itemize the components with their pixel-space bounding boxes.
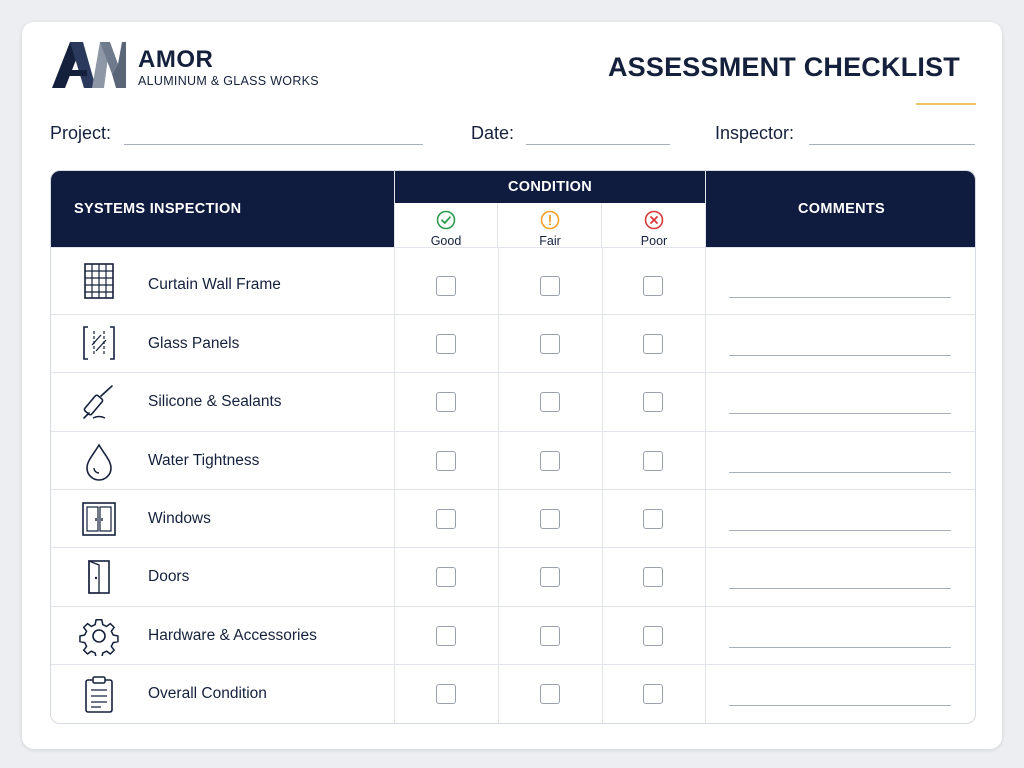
comment-field[interactable] xyxy=(729,355,951,356)
brand-name: AMOR xyxy=(138,46,214,73)
water-drop-icon xyxy=(79,441,119,481)
glass-panel-icon xyxy=(79,323,119,363)
door-icon xyxy=(79,557,119,597)
comments-header-cell xyxy=(706,171,976,247)
row-label: Overall Condition xyxy=(148,685,267,702)
good-checkbox[interactable] xyxy=(436,334,456,354)
comment-field[interactable] xyxy=(729,530,951,531)
good-checkbox[interactable] xyxy=(436,392,456,412)
row-label: Doors xyxy=(148,568,190,585)
date-field[interactable] xyxy=(526,144,670,145)
table-row xyxy=(51,664,976,724)
gear-icon xyxy=(79,616,119,656)
brand-subtitle: ALUMINUM & GLASS WORKS xyxy=(138,74,319,88)
condition-header: CONDITION xyxy=(507,179,593,195)
comment-field[interactable] xyxy=(729,705,951,706)
comment-field[interactable] xyxy=(729,297,951,298)
good-checkbox[interactable] xyxy=(436,626,456,646)
comments-header: COMMENTS xyxy=(798,201,885,217)
fair-checkbox[interactable] xyxy=(540,392,560,412)
fair-checkbox[interactable] xyxy=(540,334,560,354)
systems-header-cell xyxy=(51,171,394,247)
check-circle-icon xyxy=(436,210,456,230)
project-label: Project: xyxy=(50,123,112,143)
good-checkbox[interactable] xyxy=(436,567,456,587)
good-checkbox[interactable] xyxy=(436,684,456,704)
good-checkbox[interactable] xyxy=(436,509,456,529)
poor-checkbox[interactable] xyxy=(643,567,663,587)
condition-fair-label: Fair xyxy=(539,234,561,248)
poor-checkbox[interactable] xyxy=(643,392,663,412)
page-title: ASSESSMENT CHECKLIST xyxy=(607,52,960,82)
poor-checkbox[interactable] xyxy=(643,276,663,296)
fair-checkbox[interactable] xyxy=(540,451,560,471)
condition-poor-label: Poor xyxy=(640,234,668,248)
fair-checkbox[interactable] xyxy=(540,567,560,587)
table-row xyxy=(51,606,976,664)
table-row xyxy=(51,547,976,606)
poor-checkbox[interactable] xyxy=(643,334,663,354)
row-label: Glass Panels xyxy=(148,335,240,352)
inspection-table xyxy=(50,170,976,724)
table-row xyxy=(51,431,976,489)
comment-field[interactable] xyxy=(729,588,951,589)
poor-checkbox[interactable] xyxy=(643,684,663,704)
row-label: Windows xyxy=(148,510,211,527)
fair-checkbox[interactable] xyxy=(540,626,560,646)
inspector-label: Inspector: xyxy=(715,123,795,143)
exclamation-circle-icon xyxy=(540,210,560,230)
row-label: Water Tightness xyxy=(148,452,260,469)
poor-checkbox[interactable] xyxy=(643,509,663,529)
comment-field[interactable] xyxy=(729,413,951,414)
row-label: Silicone & Sealants xyxy=(148,393,282,410)
condition-good-label: Good xyxy=(430,234,462,248)
table-row xyxy=(51,247,976,314)
poor-checkbox[interactable] xyxy=(643,451,663,471)
table-row xyxy=(51,372,976,431)
comment-field[interactable] xyxy=(729,472,951,473)
sealant-gun-icon xyxy=(79,382,119,422)
condition-good-header xyxy=(395,203,498,247)
window-icon xyxy=(79,499,119,539)
good-checkbox[interactable] xyxy=(436,276,456,296)
systems-header: SYSTEMS INSPECTION xyxy=(74,201,242,217)
row-label: Hardware & Accessories xyxy=(148,627,317,644)
good-checkbox[interactable] xyxy=(436,451,456,471)
table-row xyxy=(51,489,976,547)
building-icon xyxy=(79,260,119,300)
fair-checkbox[interactable] xyxy=(540,276,560,296)
fair-checkbox[interactable] xyxy=(540,684,560,704)
x-circle-icon xyxy=(644,210,664,230)
comment-field[interactable] xyxy=(729,647,951,648)
inspector-field[interactable] xyxy=(809,144,975,145)
condition-poor-header xyxy=(603,203,705,247)
title-accent-rule xyxy=(916,103,976,105)
poor-checkbox[interactable] xyxy=(643,626,663,646)
project-field[interactable] xyxy=(124,144,423,145)
table-row xyxy=(51,314,976,372)
date-label: Date: xyxy=(471,123,515,143)
row-label: Curtain Wall Frame xyxy=(148,276,281,293)
condition-fair-header xyxy=(499,203,602,247)
fair-checkbox[interactable] xyxy=(540,509,560,529)
amor-logo-icon xyxy=(52,40,126,90)
condition-header-cell xyxy=(395,171,705,203)
clipboard-icon xyxy=(79,674,119,714)
